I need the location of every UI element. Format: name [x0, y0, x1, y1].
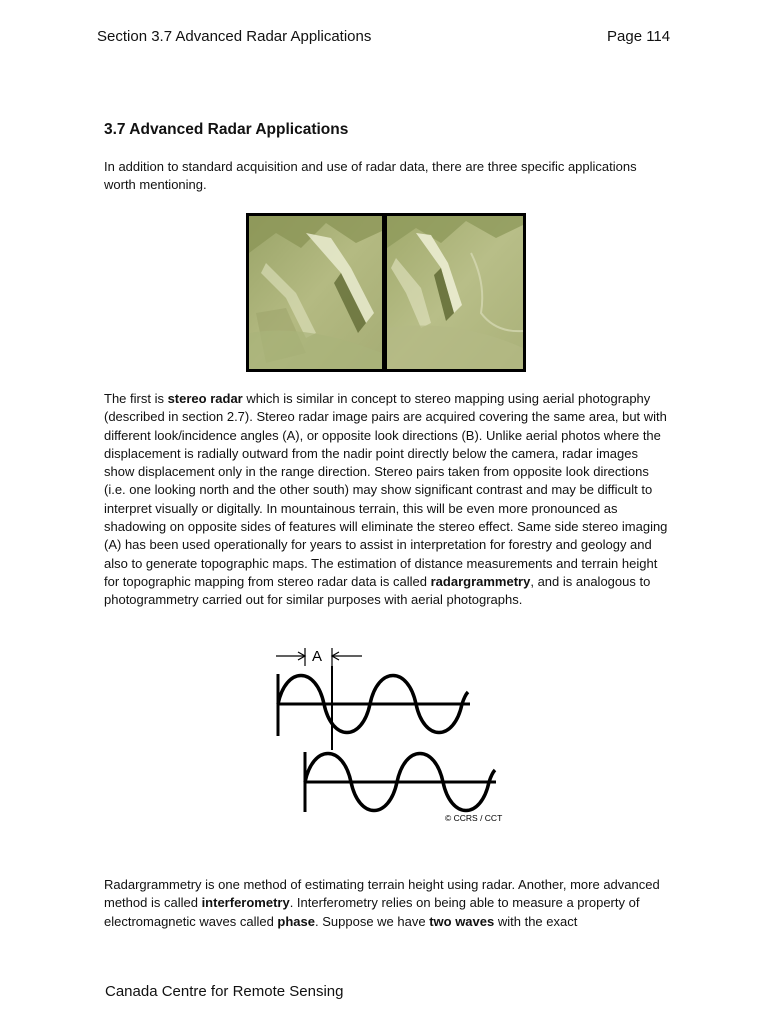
text-run: , and is analogous to photogrammetry carried out for similar purposes with aerial photographs.	[104, 573, 651, 608]
intro-paragraph: In addition to standard acquisition and use of radar data, there are three specific applications worth mentioning.	[104, 159, 637, 193]
offset-label: A	[312, 648, 323, 665]
running-header-page-number: Page 114	[607, 28, 671, 45]
stereo-radar-paragraph	[104, 390, 670, 610]
figure-copyright: © CCRS / CCT	[445, 813, 503, 823]
text-run: which is similar in concept to stereo mapping using aerial photography (described in section 2.7). Stereo radar image pairs are acquired covering the same area, but with different look/incidence angles (A), or opposite look directions (B). Unlike aerial photos where the displacement is radially outward from the nadir point directly below the camera, radar images show displacement only in the range direction. Stereo pairs taken from opposite look directions (i.e. one looking north and the other south) may show significant contrast and may be difficult to interpret visually or digitally. In mountainous terrain, this will be even more pronounced as shadowing on opposite sides of features will eliminate the stereo effect. Same side stereo imaging (A) has been used operationally for years to assist in interpretation for forestry and geology and also to generate topographic maps. The estimation of distance measurements and terrain height for topographic mapping from stereo radar data is called	[104, 391, 668, 589]
text-run: . Interferometry relies on being able to measure a property of electromagnetic waves called	[104, 895, 640, 929]
interferometry-paragraph	[104, 876, 670, 931]
term-stereo-radar: stereo radar	[167, 391, 243, 406]
stereo-image-right	[387, 216, 523, 369]
term-phase: phase	[277, 913, 315, 929]
text-run: . Suppose we have	[315, 913, 430, 929]
section-title: 3.7 Advanced Radar Applications	[104, 121, 349, 138]
term-interferometry: interferometry	[201, 895, 290, 911]
running-header-section: Section 3.7 Advanced Radar Applications	[97, 28, 372, 45]
text-run: Radargrammetry is one method of estimating terrain height using radar. Another, more advanced method is called	[104, 877, 660, 911]
term-radargrammetry: radargrammetry	[430, 573, 531, 589]
stereo-radar-image-pair	[246, 213, 526, 372]
page-footer: Canada Centre for Remote Sensing	[105, 983, 344, 1000]
term-two-waves: two waves	[429, 913, 495, 929]
stereo-image-left	[249, 216, 382, 369]
phase-shift-wave-diagram	[270, 642, 510, 827]
text-run: The first is	[104, 391, 168, 406]
text-run: with the exact	[494, 913, 578, 929]
